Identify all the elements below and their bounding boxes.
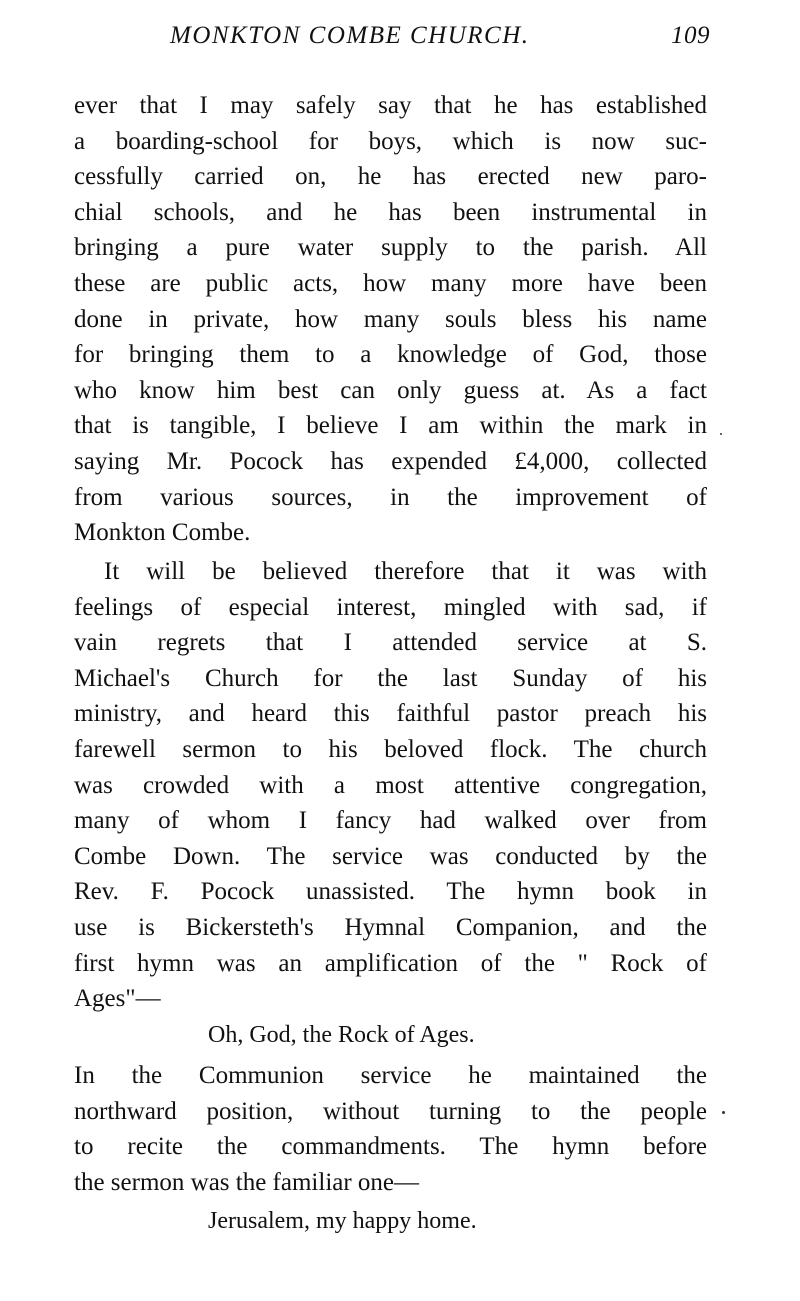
text-line: who know him best can only guess at. As a fact [74,376,707,404]
text-line: Michael's Church for the last Sunday of his [74,664,707,692]
text-line: Rev. F. Pocock unassisted. The hymn book in [74,878,707,906]
running-header [170,22,710,56]
text-line: ever that I may safely say that he has established [74,92,707,119]
text-line: Monkton Combe. [74,519,251,547]
text-line: chial schools, and he has been instrumental in [74,198,707,226]
text-line: saying Mr. Pocock has expended £4,000, collected [74,447,707,475]
text-line: to recite the commandments. The hymn before [74,1133,707,1161]
page-number: 109 [671,22,710,49]
text-line: vain regrets that I attended service at S. [74,629,707,657]
text-line: northward position, without turning to the people [74,1097,707,1125]
text-line: In the Communion service he maintained the [74,1062,707,1089]
text-line: a boarding-school for boys, which is now suc- [74,127,707,155]
running-title: MONKTON COMBE CHURCH. [170,22,530,49]
paragraph-1 [74,88,707,551]
print-speck [722,1111,725,1114]
text-line: Ages"— [74,985,161,1013]
text-line: these are public acts, how many more have been [74,269,707,297]
text-line: many of whom I fancy had walked over from [74,807,707,835]
paragraph-3 [74,1058,707,1200]
text-line: first hymn was an amplification of the " Rock of [74,949,707,977]
text-line: farewell sermon to his beloved flock. The church [74,735,707,763]
text-line: for bringing them to a knowledge of God, those [74,341,707,369]
quoted-hymn-title: Jerusalem, my happy home. [208,1208,477,1234]
text-line: Combe Down. The service was conducted by the [74,842,707,870]
quoted-hymn-title: Oh, God, the Rock of Ages. [208,1022,475,1048]
text-line: that is tangible, I believe I am within the mark in [74,412,707,440]
text-line: It will be believed therefore that it was with [104,558,707,585]
text-line: ministry, and heard this faithful pastor preach his [74,700,707,728]
text-line: cessfully carried on, he has erected new paro- [74,163,707,191]
text-line: from various sources, in the improvement of [74,483,707,511]
text-line: feelings of especial interest, mingled with sad, if [74,593,707,621]
text-line: was crowded with a most attentive congregation, [74,771,707,799]
print-speck [720,433,722,435]
text-line: use is Bickersteth's Hymnal Companion, and the [74,913,707,941]
text-line: done in private, how many souls bless his name [74,305,707,333]
paragraph-2 [74,554,707,1017]
text-line: bringing a pure water supply to the parish. All [74,234,707,262]
text-line: the sermon was the familiar one— [74,1168,420,1196]
